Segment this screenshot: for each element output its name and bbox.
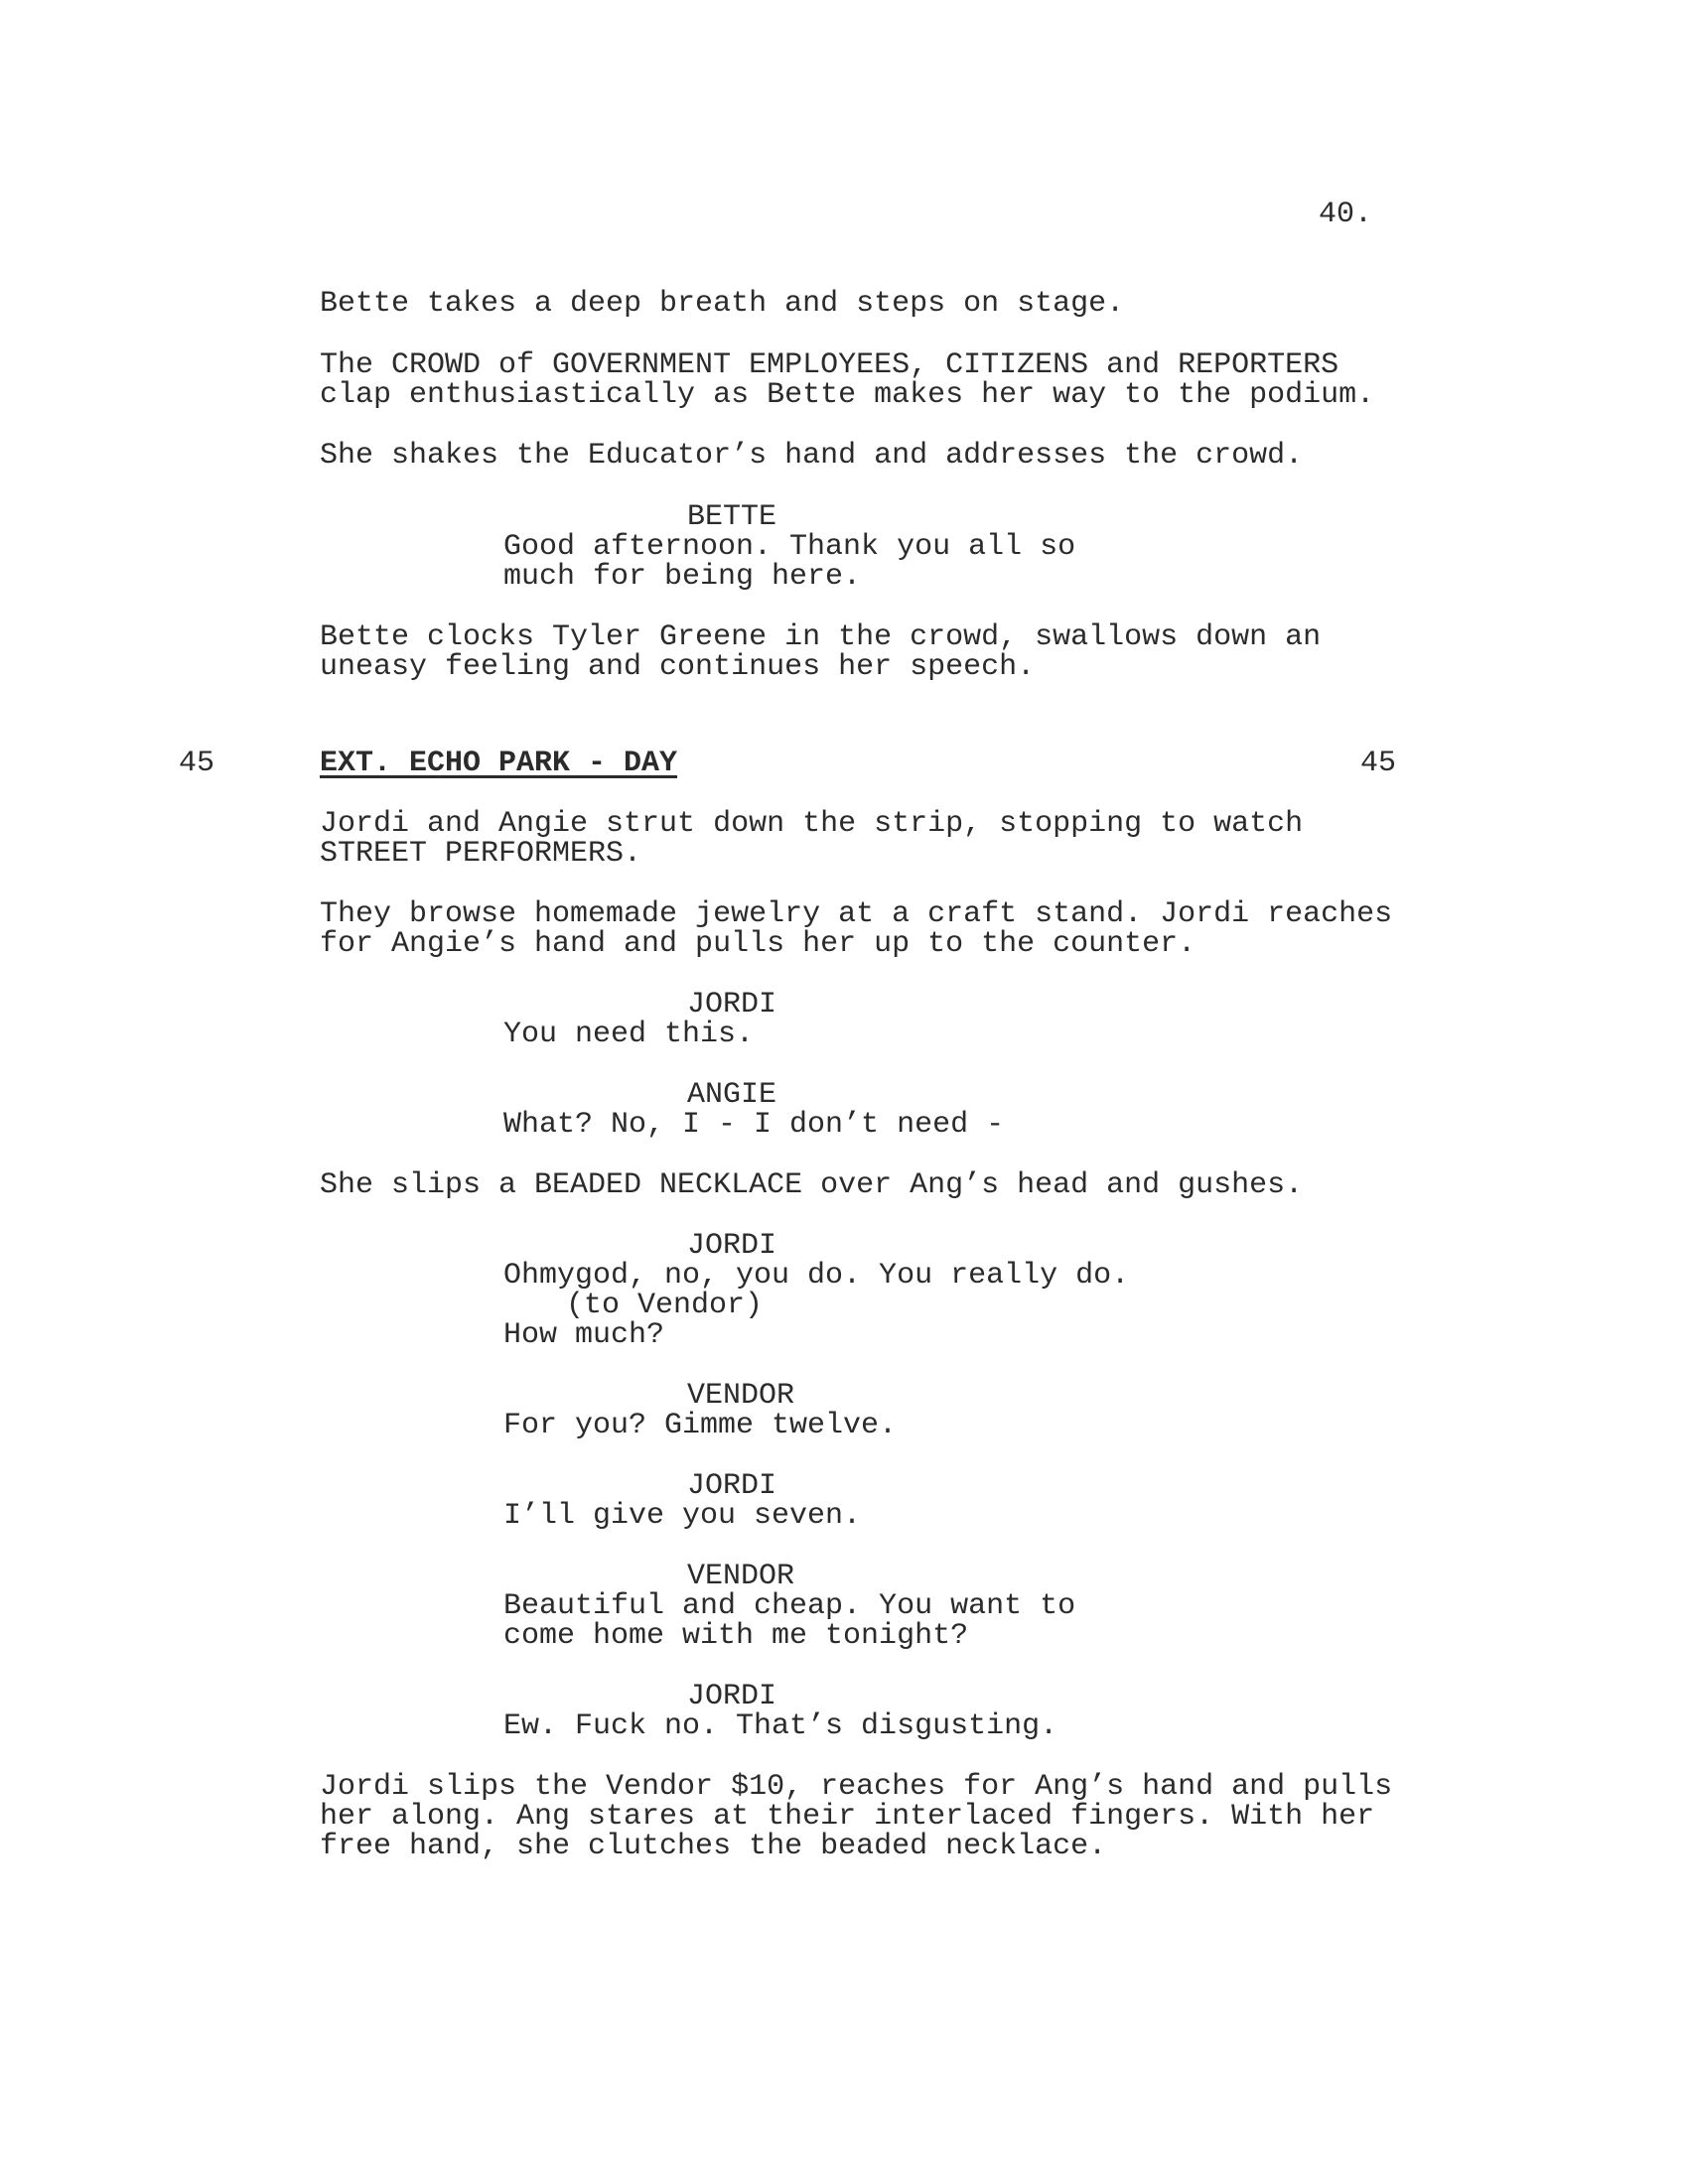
dialogue-line: I’ll give you seven. bbox=[503, 1499, 862, 1533]
action-line: Bette takes a deep breath and steps on stage. bbox=[320, 287, 1125, 321]
action-line: uneasy feeling and continues her speech. bbox=[320, 650, 1036, 684]
dialogue-line: much for being here. bbox=[503, 560, 862, 594]
dialogue-line: For you? Gimme twelve. bbox=[503, 1409, 898, 1442]
character-name: ANGIE bbox=[687, 1078, 777, 1112]
action-line: Jordi slips the Vendor $10, reaches for Ang’s hand and pulls bbox=[320, 1770, 1393, 1804]
action-line: her along. Ang stares at their interlaced fingers. With her bbox=[320, 1800, 1375, 1834]
dialogue-line: Good afternoon. Thank you all so bbox=[503, 530, 1076, 564]
parenthetical: (to Vendor) bbox=[566, 1289, 764, 1322]
action-line: Bette clocks Tyler Greene in the crowd, swallows down an bbox=[320, 620, 1322, 654]
dialogue-line: How much? bbox=[503, 1318, 665, 1352]
character-name: BETTE bbox=[687, 500, 777, 534]
action-line: STREET PERFORMERS. bbox=[320, 837, 642, 871]
character-name: VENDOR bbox=[687, 1560, 795, 1593]
action-line: She shakes the Educator’s hand and addresses the crowd. bbox=[320, 439, 1304, 473]
action-line: The CROWD of GOVERNMENT EMPLOYEES, CITIZENS and REPORTERS bbox=[320, 348, 1339, 382]
action-line: clap enthusiastically as Bette makes her way to the podium. bbox=[320, 378, 1375, 412]
scene-number-right: 45 bbox=[1360, 747, 1397, 780]
action-line: Jordi and Angie strut down the strip, stopping to watch bbox=[320, 807, 1304, 841]
page-number: 40. bbox=[1319, 198, 1373, 231]
scene-heading: EXT. ECHO PARK - DAY bbox=[320, 747, 678, 780]
dialogue-line: You need this. bbox=[503, 1018, 755, 1051]
character-name: JORDI bbox=[687, 1469, 777, 1503]
dialogue-line: What? No, I - I don’t need - bbox=[503, 1108, 1005, 1142]
character-name: VENDOR bbox=[687, 1379, 795, 1413]
dialogue-line: Ew. Fuck no. That’s disgusting. bbox=[503, 1709, 1058, 1743]
character-name: JORDI bbox=[687, 988, 777, 1022]
action-line: She slips a BEADED NECKLACE over Ang’s head and gushes. bbox=[320, 1168, 1304, 1202]
action-line: free hand, she clutches the beaded necklace. bbox=[320, 1830, 1107, 1863]
character-name: JORDI bbox=[687, 1680, 777, 1713]
character-name: JORDI bbox=[687, 1229, 777, 1263]
dialogue-line: come home with me tonight? bbox=[503, 1619, 969, 1653]
action-line: They browse homemade jewelry at a craft stand. Jordi reaches bbox=[320, 897, 1393, 931]
dialogue-line: Beautiful and cheap. You want to bbox=[503, 1589, 1076, 1623]
action-line: for Angie’s hand and pulls her up to the counter. bbox=[320, 927, 1196, 961]
dialogue-line: Ohmygod, no, you do. You really do. bbox=[503, 1259, 1130, 1293]
scene-number-left: 45 bbox=[179, 747, 215, 780]
